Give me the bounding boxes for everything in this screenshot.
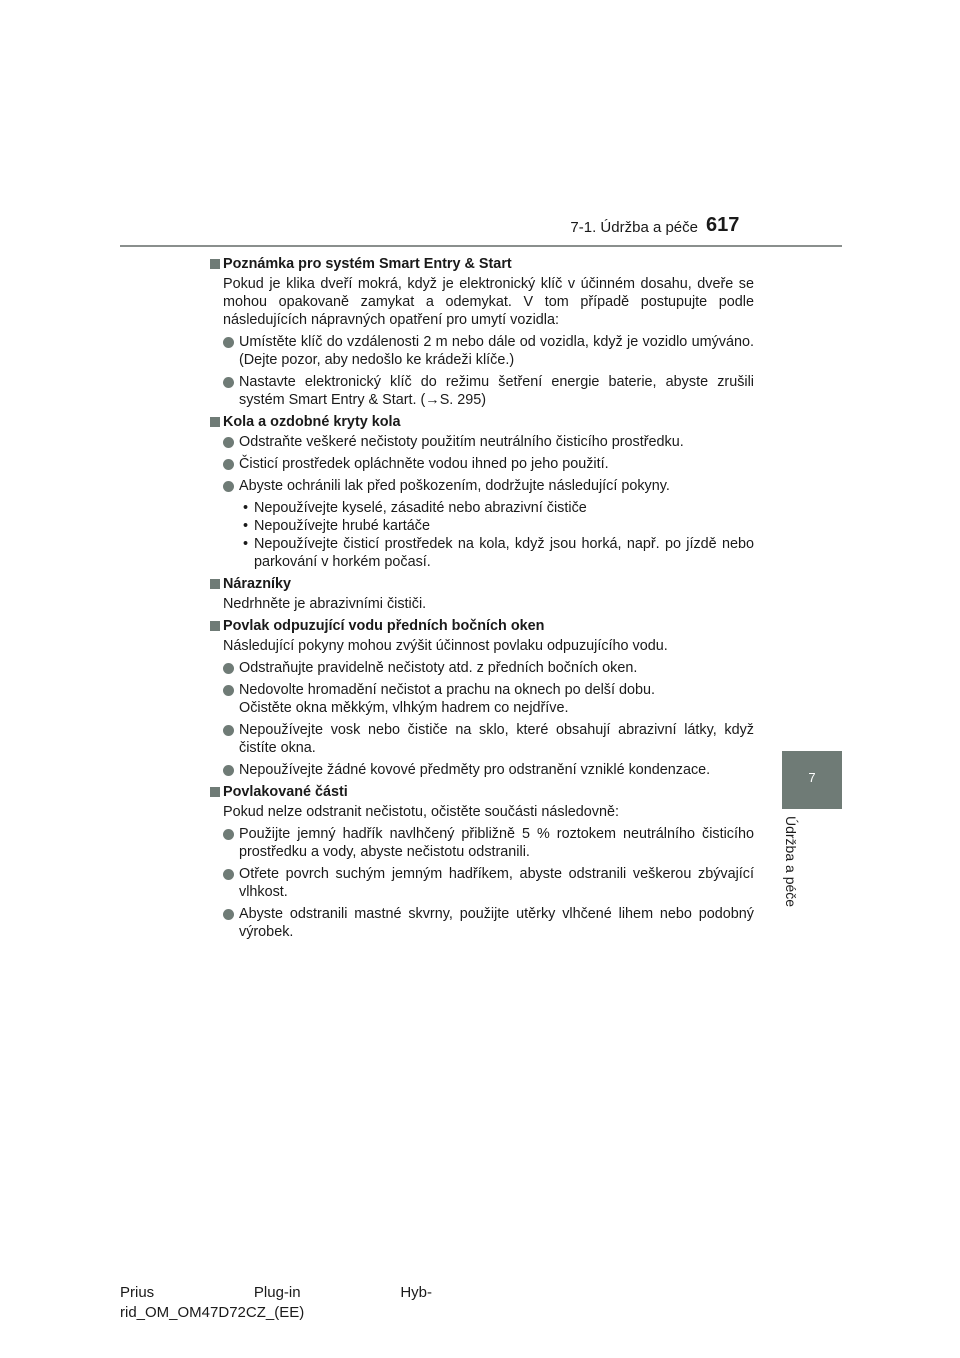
footer-line-2: rid_OM_OM47D72CZ_(EE) <box>120 1304 305 1321</box>
bullet-item <box>210 333 754 369</box>
bullet-text: Umístěte klíč do vzdálenosti 2 m nebo dále od vozidla, když je vozidlo umýváno. (Dejte pozor, aby nedošlo ke krádeži klíče.) <box>239 334 754 368</box>
bullet-text: Nepoužívejte žádné kovové předměty pro odstranění vzniklé kondenzace. <box>239 762 711 778</box>
section-heading-text: Kola a ozdobné kryty kola <box>223 414 401 430</box>
circle-bullet-icon <box>223 437 234 448</box>
square-bullet-icon <box>210 417 220 427</box>
section-block <box>210 575 754 613</box>
bullet-item <box>210 373 754 409</box>
sub-list-item <box>210 535 754 571</box>
bullet-item <box>210 721 754 757</box>
section-title: 7-1. Údržba a péče <box>570 219 698 236</box>
chapter-tab-label-text: Údržba a péče <box>783 816 799 908</box>
small-dot-icon: • <box>243 518 249 534</box>
circle-bullet-icon <box>223 909 234 920</box>
page-footer <box>120 1283 432 1323</box>
circle-bullet-icon <box>223 377 234 388</box>
footer-word: Hyb- <box>400 1284 432 1301</box>
bullet-text: Abyste odstranili mastné skvrny, použijte utěrky vlhčené lihem nebo podobný výrobek. <box>239 906 754 940</box>
square-bullet-icon <box>210 579 220 589</box>
circle-bullet-icon <box>223 685 234 696</box>
circle-bullet-icon <box>223 829 234 840</box>
square-bullet-icon <box>210 787 220 797</box>
footer-word: Prius <box>120 1284 155 1301</box>
bullet-item <box>210 455 754 473</box>
circle-bullet-icon <box>223 481 234 492</box>
bullet-text: Čisticí prostředek opláchněte vodou ihned po jeho použití. <box>239 456 609 472</box>
bullet-item <box>210 865 754 901</box>
section-heading-text: Poznámka pro systém Smart Entry & Start <box>223 256 512 272</box>
paragraph: Pokud je klika dveří mokrá, když je elektronický klíč v účinném dosahu, dveře se mohou opakovaně zamykat a odemykat. V tom případě postupujte podle následujících nápravných opatření pro umytí vozidla: <box>223 276 754 328</box>
bullet-text: Odstraňujte pravidelně nečistoty atd. z předních bočních oken. <box>239 660 638 676</box>
section-block <box>210 413 754 571</box>
sub-list-text: Nepoužívejte kyselé, zásadité nebo abrazivní čističe <box>254 500 587 516</box>
circle-bullet-icon <box>223 663 234 674</box>
footer-line-1 <box>120 1283 432 1303</box>
bullet-item <box>210 659 754 677</box>
bullet-item <box>210 825 754 861</box>
small-dot-icon: • <box>243 536 249 552</box>
bullet-text: Nastavte elektronický klíč do režimu šetření energie baterie, abyste zrušili systém Smart Entry & Start. (→S. 295) <box>239 374 754 408</box>
square-bullet-icon <box>210 621 220 631</box>
section-heading-text: Povlak odpuzující vodu předních bočních oken <box>223 618 545 634</box>
bullet-text: Nepoužívejte vosk nebo čističe na sklo, které obsahují abrazivní látky, když čistíte okna. <box>239 722 754 756</box>
section-heading-text: Nárazníky <box>223 576 291 592</box>
page-content <box>210 255 754 945</box>
section-heading <box>210 617 754 635</box>
sub-list-text: Nepoužívejte hrubé kartáče <box>254 518 430 534</box>
section-heading <box>210 255 754 273</box>
page-number: 617 <box>706 214 740 236</box>
footer-word: Plug-in <box>253 1284 301 1301</box>
bullet-item <box>210 905 754 941</box>
circle-bullet-icon <box>223 765 234 776</box>
chapter-tab-number: 7 <box>808 770 816 785</box>
section-block <box>210 255 754 409</box>
section-heading-text: Povlakované části <box>223 784 348 800</box>
bullet-item <box>210 761 754 779</box>
paragraph: Nedrhněte je abrazivními čističi. <box>223 596 427 612</box>
bullet-text: Odstraňte veškeré nečistoty použitím neutrálního čisticího prostředku. <box>239 434 684 450</box>
bullet-item <box>210 477 754 495</box>
sub-list-item <box>210 499 754 517</box>
section-heading <box>210 783 754 801</box>
header-divider <box>120 245 842 247</box>
section-block <box>210 617 754 779</box>
bullet-text: Abyste ochránili lak před poškozením, dodržujte následující pokyny. <box>239 478 670 494</box>
sub-list-item <box>210 517 754 535</box>
small-dot-icon: • <box>243 500 249 516</box>
sub-list <box>210 499 754 571</box>
paragraph: Následující pokyny mohou zvýšit účinnost povlaku odpuzujícího vodu. <box>223 638 668 654</box>
bullet-item <box>210 433 754 451</box>
paragraph: Pokud nelze odstranit nečistotu, očistěte součásti následovně: <box>223 804 619 820</box>
sub-list-text: Nepoužívejte čisticí prostředek na kola, když jsou horká, např. po jízdě nebo parkování v horkém počasí. <box>254 536 754 570</box>
section-heading <box>210 413 754 431</box>
section-heading <box>210 575 754 593</box>
circle-bullet-icon <box>223 869 234 880</box>
bullet-item <box>210 681 754 717</box>
circle-bullet-icon <box>223 725 234 736</box>
square-bullet-icon <box>210 259 220 269</box>
bullet-text: Otřete povrch suchým jemným hadříkem, abyste odstranili veškerou zbývající vlhkost. <box>239 866 754 900</box>
circle-bullet-icon <box>223 337 234 348</box>
circle-bullet-icon <box>223 459 234 470</box>
chapter-tab-label <box>783 816 809 916</box>
bullet-text: Nedovolte hromadění nečistot a prachu na oknech po delší dobu. Očistěte okna měkkým, vlhkým hadrem co nejdříve. <box>239 682 656 716</box>
page-header <box>0 0 960 250</box>
section-block <box>210 783 754 941</box>
bullet-text: Použijte jemný hadřík navlhčený přibližně 5 % roztokem neutrálního čisticího prostředku a vody, abyste nečistotu odstranili. <box>239 826 754 860</box>
